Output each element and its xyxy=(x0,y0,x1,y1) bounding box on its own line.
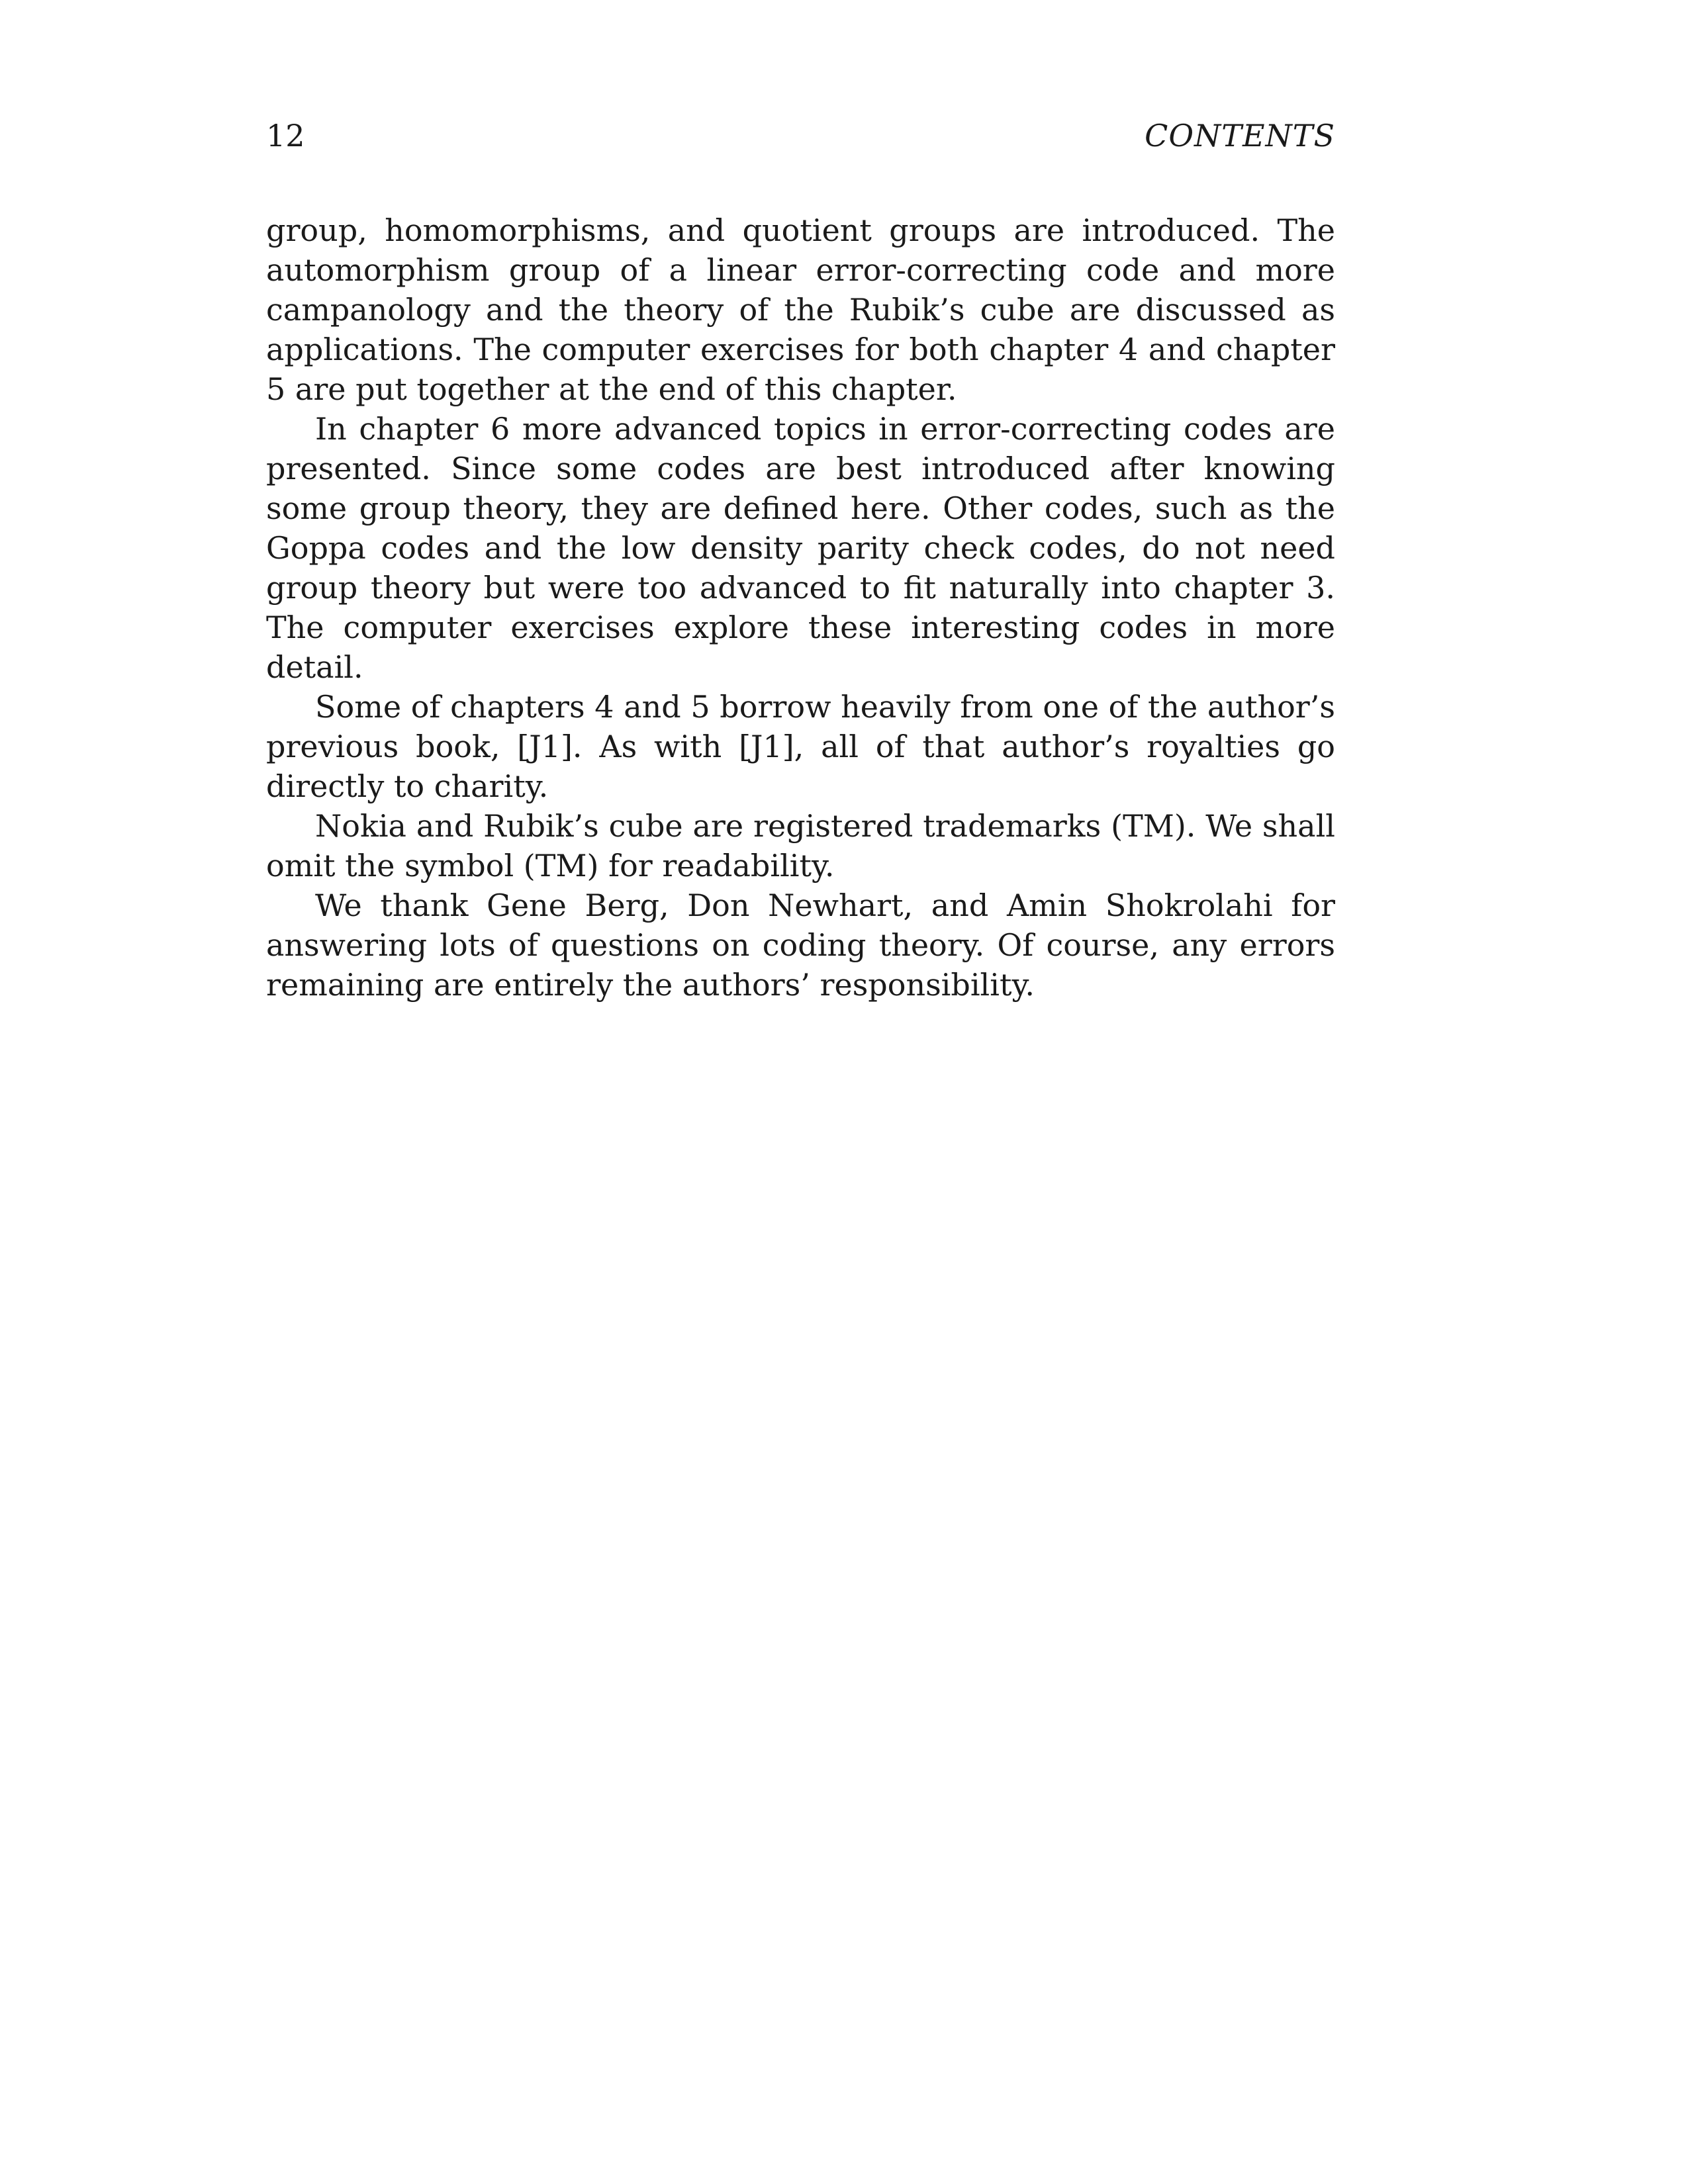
paragraph-chapter-6: In chapter 6 more advanced topics in error-correcting codes are presented. Since some codes are best introduced after knowing some group theory, they are defined here. Other codes, such as the Goppa codes and the low density parity check codes, do not need group theory but were too advanced to fit naturally into chapter 3. The computer exercises explore these interesting codes in more detail. xyxy=(266,411,1335,685)
running-head xyxy=(266,113,1335,159)
book-page xyxy=(266,113,1335,1005)
paragraph-borrowed-chapters: Some of chapters 4 and 5 borrow heavily from one of the author’s previous book, [J1]. As with [J1], all of that author’s royalties go directly to charity. xyxy=(266,689,1335,804)
paragraph-acknowledgements: We thank Gene Berg, Don Newhart, and Amin Shokrolahi for answering lots of questions on coding theory. Of course, any errors remaining are entirely the authors’ responsibility. xyxy=(266,887,1335,1003)
page-number: 12 xyxy=(266,118,305,154)
paragraph-continuation: group, homomorphisms, and quotient groups are introduced. The automorphism group of a linear error-correcting code and more campanology and the theory of the Rubik’s cube are discussed as applications. The computer exercises for both chapter 4 and chapter 5 are put together at the end of this chapter. xyxy=(266,212,1335,407)
running-title: CONTENTS xyxy=(1145,118,1335,154)
body-text xyxy=(266,210,1335,1005)
paragraph-trademarks: Nokia and Rubik’s cube are registered trademarks (TM). We shall omit the symbol (TM) for readability. xyxy=(266,808,1335,884)
